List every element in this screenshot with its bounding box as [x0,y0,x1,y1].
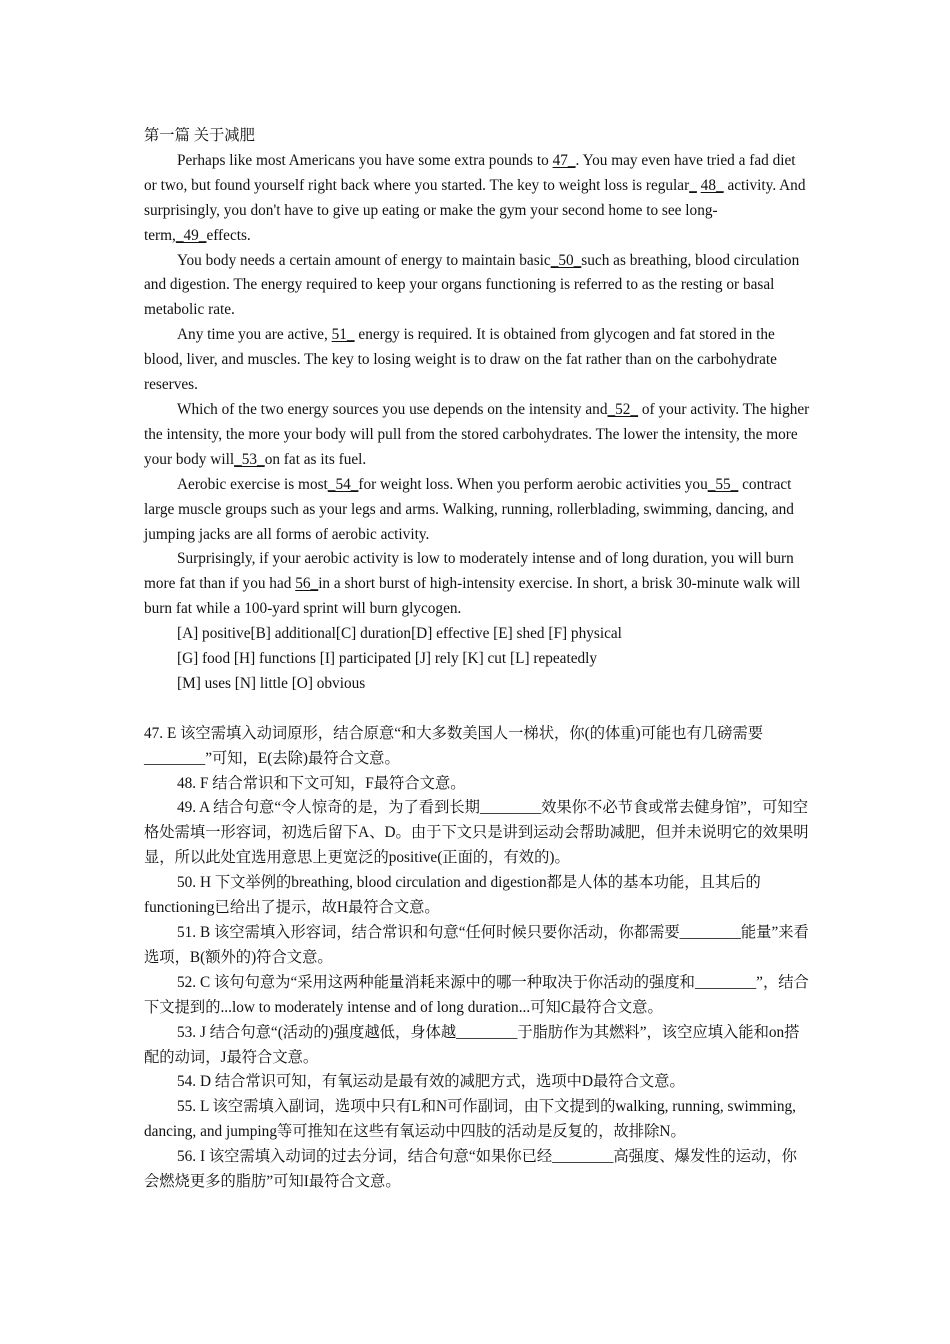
answer-47: 47. E 该空需填入动词原形，结合原意“和大多数美国人一梯状，你(的体重)可能也有几磅需要________”可知，E(去除)最符合文意。 [144,724,764,767]
blank-50: _50_ [550,251,582,269]
passage-paragraph-5 [144,473,810,548]
blank-56: 56_ [295,575,319,593]
answer-49: 49. A 结合句意“令人惊奇的是，为了看到长期________效果你不必节食或常去健身馆”，可知空格处需填一形容词，初选后留下A、D。由于下文只是讲到运动会帮助减肥，但并未说明它的效果明显，所以此处宜选用意思上更宽泛的positive(正面的，有效的)。 [144,799,809,867]
passage-text: . You may even have tried a fad diet or two, but found yourself right back where you started. The key to weight loss is regular [144,151,796,194]
passage-text: activity. And surprisingly, you don't have to give up eating or make the gym your second home to see long-term, [144,176,806,244]
underline-fragment: _ [689,176,697,194]
answer-51: 51. B 该空需填入形容词，结合常识和句意“任何时候只要你活动，你都需要________能量”来看选项，B(额外的)符合文意。 [144,923,809,966]
passage-paragraph-6 [144,547,810,622]
passage-text: Surprisingly, if your aerobic activity is low to moderately intense and of long duration, you will burn more fat than if you had [144,550,794,593]
passage-text: Aerobic exercise is most [177,475,328,493]
answer-56: 56. I 该空需填入动词的过去分词，结合句意“如果你已经________高强度、爆发性的运动，你会燃烧更多的脂肪”可知I最符合文意。 [144,1148,797,1191]
passage-text: Perhaps like most Americans you have some extra pounds to [177,151,553,169]
passage-paragraph-1 [144,149,810,249]
passage-text: Which of the two energy sources you use depends on the intensity and [177,400,608,418]
options-line-2: [G] food [H] functions [I] participated [J] rely [K] cut [L] repeatedly [177,650,598,668]
passage-text: for weight loss. When you perform aerobic activities you [358,475,708,493]
blank-49: _49_ [175,226,207,244]
blank-52: _52_ [607,400,639,418]
blank-54: _54_ [327,475,359,493]
section-gap [144,697,810,722]
passage-text: such as breathing, blood circulation and digestion. The energy required to keep your organs functioning is referred to as the resting or basal metabolic rate. [144,251,800,319]
blank-48: 48_ [700,176,724,194]
blank-51: 51_ [331,326,355,344]
answer-53: 53. J 结合句意“(活动的)强度越低，身体越________于脂肪作为其燃料”，该空应填入能和on搭配的动词，J最符合文意。 [144,1023,800,1066]
answer-52: 52. C 该句句意为“采用这两种能量消耗来源中的哪一种取决于你活动的强度和________”，结合下文提到的...low to moderately intense and of long duration...可知C最符合文意。 [144,973,809,1016]
passage-text: of your activity. The higher the intensity, the more your body will pull from the stored carbohydrates. The lower the intensity, the more your body will [144,400,810,468]
blank-53: _53_ [234,450,265,468]
options-line-1: [A] positive[B] additional[C] duration[D] effective [E] shed [F] physical [177,625,622,643]
passage-paragraph-3 [144,323,810,398]
answer-54: 54. D 结合常识可知，有氧运动是最有效的减肥方式，选项中D最符合文意。 [177,1073,685,1091]
passage-text: Any time you are active, [177,326,332,344]
answer-48: 48. F 结合常识和下文可知，F最符合文意。 [177,774,466,792]
answer-50: 50. H 下文举例的breathing, blood circulation and digestion都是人体的基本功能，且其后的functioning已给出了提示，故H最符合文意。 [144,874,761,917]
passage-text: You body needs a certain amount of energy to maintain basic [177,251,551,269]
blank-55: _55_ [707,475,739,493]
article-title: 第一篇 关于减肥 [144,127,255,144]
passage-text: in a short burst of high-intensity exercise. In short, a brisk 30-minute walk will burn fat while a 100-yard sprint will burn glycogen. [144,575,801,618]
passage-paragraph-4 [144,398,810,473]
answer-55: 55. L 该空需填入副词，选项中只有L和N可作副词，由下文提到的walking, running, swimming, dancing, and jumping等可推知在这些有氧运动中四肢的活动是反复的，故排除N。 [144,1098,796,1141]
passage-text: energy is required. It is obtained from glycogen and fat stored in the blood, liver, and muscles. The key to losing weight is to draw on the fat rather than on the carbohydrate reserves. [144,326,777,394]
blank-47: 47_ [552,151,576,169]
passage-text: on fat as its fuel. [264,450,367,468]
passage-paragraph-2 [144,249,810,324]
passage-text: contract large muscle groups such as your legs and arms. Walking, running, rollerblading, swimming, dancing, and jumping jacks are all forms of aerobic activity. [144,475,794,543]
passage-text: effects. [206,226,251,244]
options-line-3: [M] uses [N] little [O] obvious [177,674,366,692]
